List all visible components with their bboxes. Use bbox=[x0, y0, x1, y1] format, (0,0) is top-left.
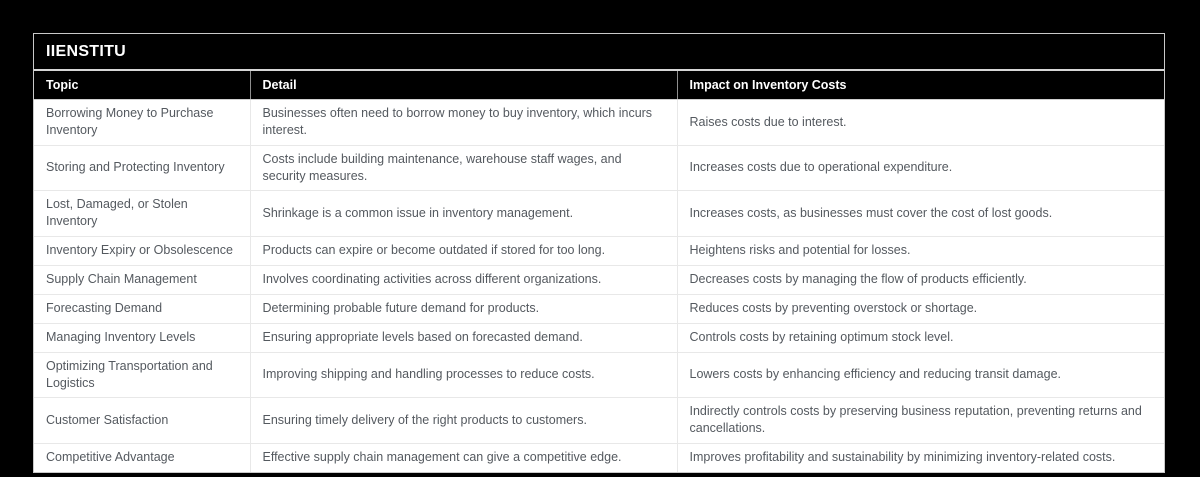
detail-cell: Improving shipping and handling processes to reduce costs. bbox=[250, 352, 677, 398]
detail-cell: Ensuring appropriate levels based on forecasted demand. bbox=[250, 323, 677, 352]
topic-cell: Inventory Expiry or Obsolescence bbox=[34, 236, 250, 265]
detail-cell: Businesses often need to borrow money to buy inventory, which incurs interest. bbox=[250, 100, 677, 146]
impact-cell: Decreases costs by managing the flow of products efficiently. bbox=[677, 265, 1164, 294]
impact-cell: Controls costs by retaining optimum stock level. bbox=[677, 323, 1164, 352]
table-body bbox=[34, 100, 1164, 472]
topic-cell: Optimizing Transportation and Logistics bbox=[34, 352, 250, 398]
topic-cell: Lost, Damaged, or Stolen Inventory bbox=[34, 191, 250, 237]
table-row bbox=[34, 265, 1164, 294]
detail-cell: Determining probable future demand for products. bbox=[250, 294, 677, 323]
topic-cell: Supply Chain Management bbox=[34, 265, 250, 294]
impact-cell: Increases costs due to operational expenditure. bbox=[677, 145, 1164, 191]
table-row bbox=[34, 236, 1164, 265]
impact-cell: Reduces costs by preventing overstock or shortage. bbox=[677, 294, 1164, 323]
impact-cell: Raises costs due to interest. bbox=[677, 100, 1164, 146]
column-header-topic: Topic bbox=[34, 71, 250, 100]
topic-cell: Managing Inventory Levels bbox=[34, 323, 250, 352]
column-header-impact: Impact on Inventory Costs bbox=[677, 71, 1164, 100]
topic-cell: Storing and Protecting Inventory bbox=[34, 145, 250, 191]
table-row bbox=[34, 145, 1164, 191]
detail-cell: Involves coordinating activities across different organizations. bbox=[250, 265, 677, 294]
table-row bbox=[34, 100, 1164, 146]
column-header-detail: Detail bbox=[250, 71, 677, 100]
table-row bbox=[34, 294, 1164, 323]
content-card bbox=[33, 33, 1165, 473]
detail-cell: Costs include building maintenance, warehouse staff wages, and security measures. bbox=[250, 145, 677, 191]
detail-cell: Ensuring timely delivery of the right products to customers. bbox=[250, 398, 677, 444]
page-title: IIENSTITU bbox=[34, 34, 1164, 71]
detail-cell: Effective supply chain management can give a competitive edge. bbox=[250, 443, 677, 472]
topic-cell: Competitive Advantage bbox=[34, 443, 250, 472]
inventory-costs-table bbox=[34, 71, 1164, 472]
impact-cell: Improves profitability and sustainability by minimizing inventory-related costs. bbox=[677, 443, 1164, 472]
impact-cell: Heightens risks and potential for losses. bbox=[677, 236, 1164, 265]
topic-cell: Forecasting Demand bbox=[34, 294, 250, 323]
detail-cell: Shrinkage is a common issue in inventory management. bbox=[250, 191, 677, 237]
table-row bbox=[34, 323, 1164, 352]
impact-cell: Increases costs, as businesses must cover the cost of lost goods. bbox=[677, 191, 1164, 237]
topic-cell: Customer Satisfaction bbox=[34, 398, 250, 444]
impact-cell: Indirectly controls costs by preserving business reputation, preventing returns and cancellations. bbox=[677, 398, 1164, 444]
table-header-row bbox=[34, 71, 1164, 100]
table-row bbox=[34, 398, 1164, 444]
detail-cell: Products can expire or become outdated if stored for too long. bbox=[250, 236, 677, 265]
table-row bbox=[34, 191, 1164, 237]
table-row bbox=[34, 352, 1164, 398]
impact-cell: Lowers costs by enhancing efficiency and reducing transit damage. bbox=[677, 352, 1164, 398]
topic-cell: Borrowing Money to Purchase Inventory bbox=[34, 100, 250, 146]
table-row bbox=[34, 443, 1164, 472]
